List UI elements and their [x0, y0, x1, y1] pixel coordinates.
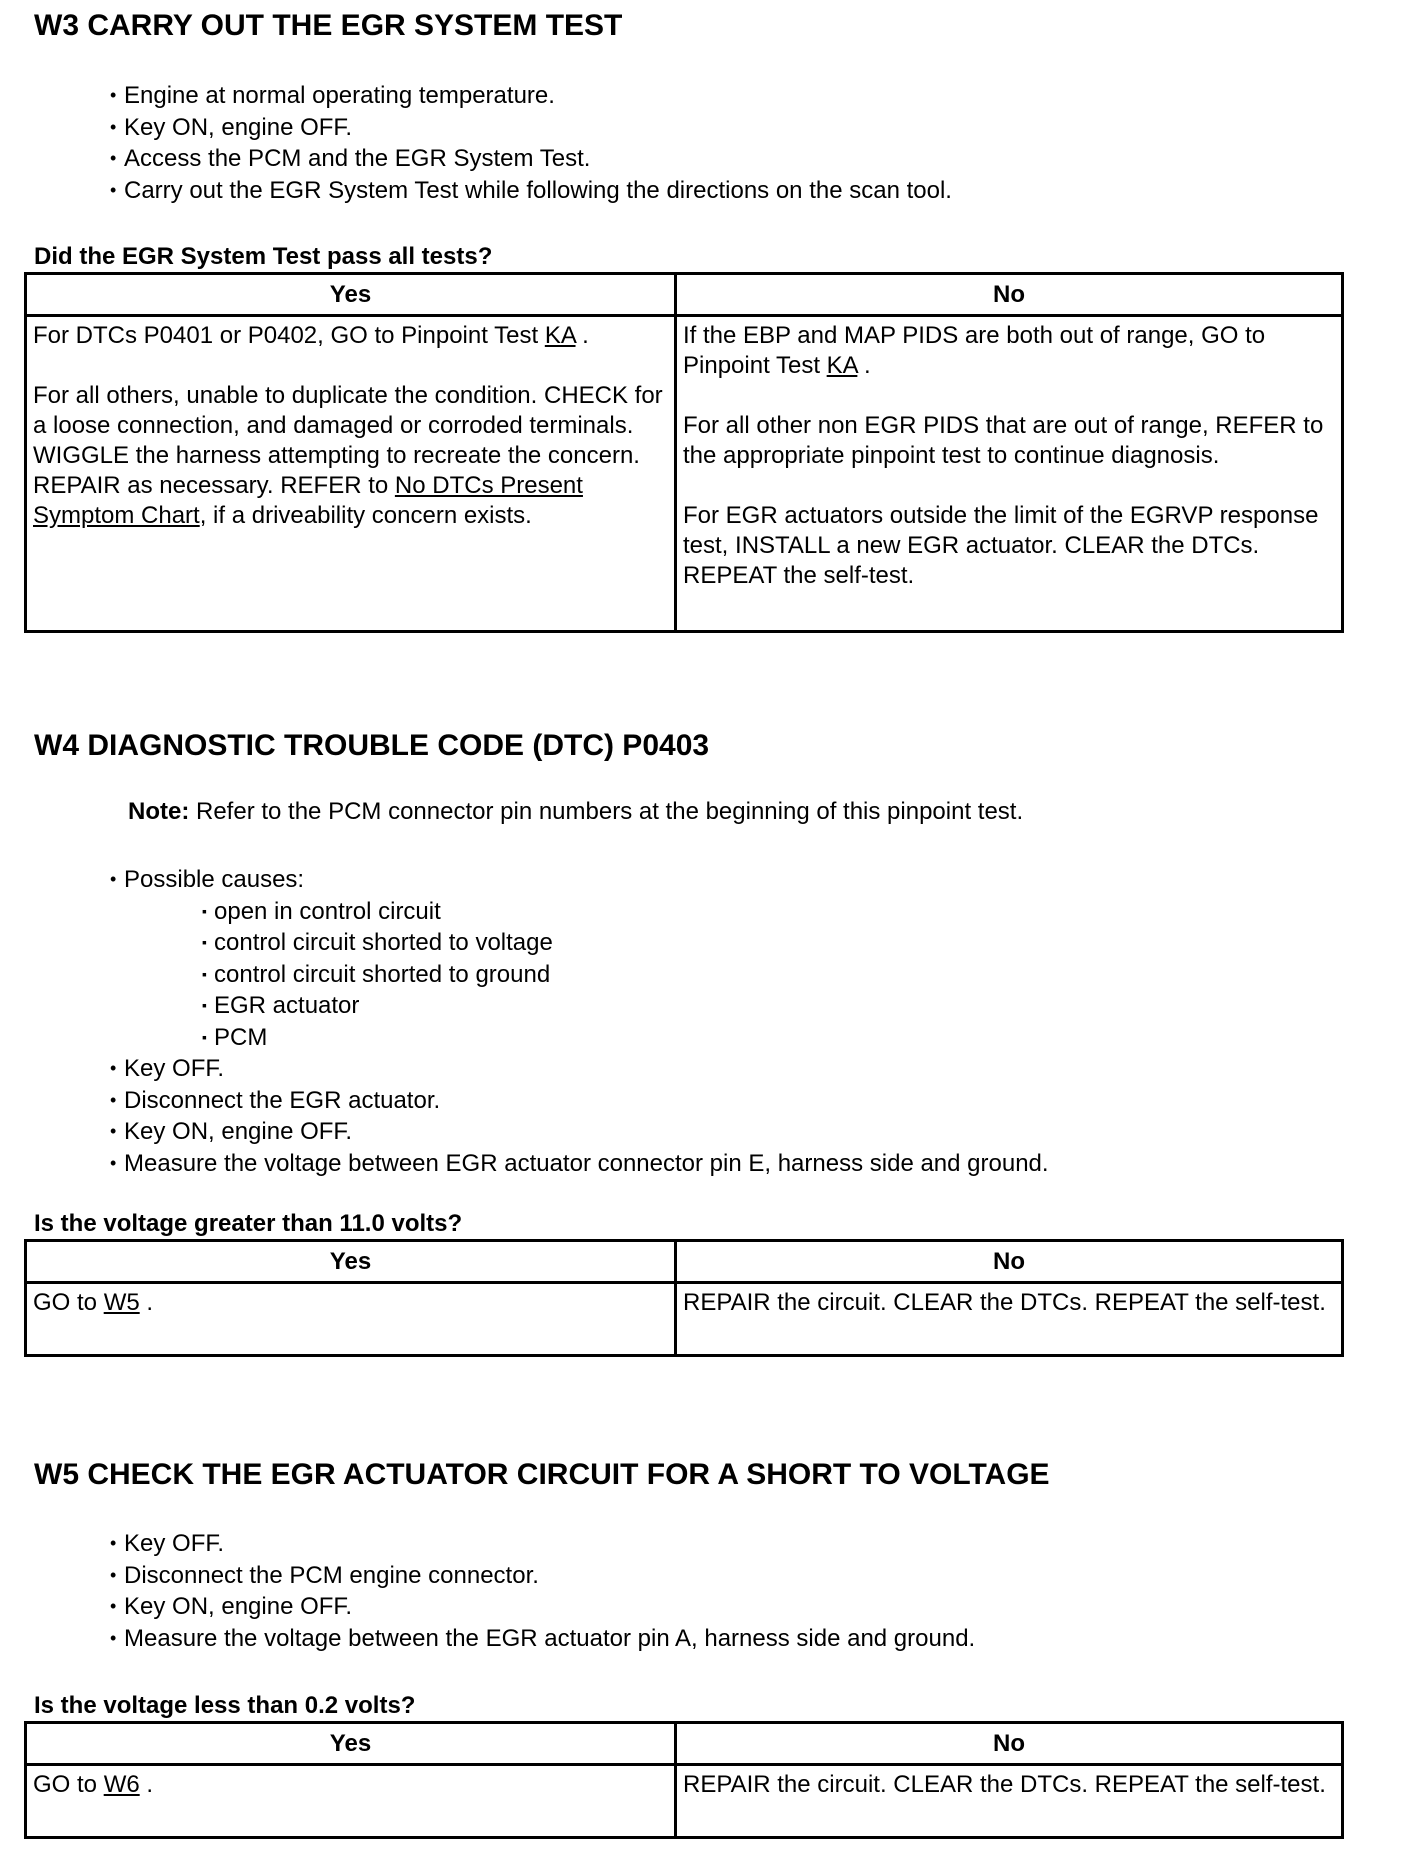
list-item: • Key OFF. [110, 1528, 975, 1560]
bullet-icon: • [110, 1564, 117, 1585]
no-dtcs-symptom-chart-link[interactable]: No DTCs Present Symptom Chart [33, 472, 583, 529]
yes-cell [26, 316, 676, 632]
square-bullet-icon: ▪ [202, 934, 207, 950]
bullet-icon: • [110, 1627, 117, 1648]
bullet-icon: • [110, 179, 117, 200]
bullet-icon: • [110, 85, 117, 105]
list-item: • Measure the voltage between the EGR actuator pin A, harness side and ground. [110, 1623, 975, 1655]
bullet-icon: • [110, 1121, 117, 1141]
list-item: ▪ open in control circuit [110, 896, 1049, 928]
yes-paragraph: GO to W6 . [33, 1771, 154, 1798]
no-paragraph: REPAIR the circuit. CLEAR the DTCs. REPEAT the self-test. [683, 1289, 1326, 1316]
list-item: ▪ control circuit shorted to voltage [110, 927, 1049, 959]
w4-result-table [24, 1239, 1344, 1357]
list-item: ▪ PCM [110, 1022, 1049, 1054]
list-item: • Access the PCM and the EGR System Test. [110, 143, 952, 175]
pinpoint-test-ka-link[interactable]: KA [826, 352, 858, 379]
square-bullet-icon: ▪ [202, 902, 207, 919]
list-item: • Engine at normal operating temperature. [110, 80, 952, 112]
no-column-header: No [676, 1723, 1343, 1765]
no-cell [676, 1765, 1343, 1838]
list-item: • Key OFF. [110, 1053, 1049, 1085]
w4-heading: W4 DIAGNOSTIC TROUBLE CODE (DTC) P0403 [34, 729, 710, 762]
w5-link[interactable]: W5 [103, 1289, 140, 1316]
list-item: ▪ control circuit shorted to ground [110, 959, 1049, 991]
w3-result-table [24, 272, 1344, 633]
yes-column-header: Yes [26, 1723, 676, 1765]
no-paragraph: For EGR actuators outside the limit of the EGRVP response test, INSTALL a new EGR actuator. CLEAR the DTCs. REPEAT the self-test. [683, 502, 1319, 589]
yes-column-header: Yes [26, 1241, 676, 1283]
no-column-header: No [676, 274, 1343, 316]
bullet-icon: • [110, 1058, 117, 1078]
yes-cell [26, 1283, 676, 1356]
bullet-icon: • [110, 1152, 117, 1173]
yes-paragraph: For DTCs P0401 or P0402, GO to Pinpoint Test KA . [33, 322, 589, 349]
list-item: • Disconnect the EGR actuator. [110, 1085, 1049, 1117]
bullet-icon: • [110, 148, 117, 168]
list-item: • Measure the voltage between EGR actuator connector pin E, harness side and ground. [110, 1148, 1049, 1180]
list-item: • Key ON, engine OFF. [110, 1591, 975, 1623]
yes-column-header: Yes [26, 274, 676, 316]
w5-heading: W5 CHECK THE EGR ACTUATOR CIRCUIT FOR A SHORT TO VOLTAGE [34, 1458, 1050, 1491]
yes-paragraph: For all others, unable to duplicate the condition. CHECK for a loose connection, and damaged or corroded terminals. WIGGLE the harness attempting to recreate the concern. REPAIR as necessary. REFER to No DTCs Present Symptom Chart, if a driveability concern exists. [33, 382, 663, 529]
w6-link[interactable]: W6 [103, 1771, 140, 1798]
w3-question: Did the EGR System Test pass all tests? [34, 243, 493, 270]
list-item: • Possible causes: [110, 864, 1049, 896]
list-item: • Disconnect the PCM engine connector. [110, 1560, 975, 1592]
w3-heading: W3 CARRY OUT THE EGR SYSTEM TEST [34, 9, 623, 42]
bullet-icon: • [110, 869, 117, 889]
no-column-header: No [676, 1241, 1343, 1283]
w5-result-table [24, 1721, 1344, 1839]
no-paragraph: For all other non EGR PIDS that are out of range, REFER to the appropriate pinpoint test to continue diagnosis. [683, 412, 1324, 469]
w3-step-list [110, 80, 952, 206]
w4-step-list [110, 864, 1049, 1179]
no-paragraph: If the EBP and MAP PIDS are both out of range, GO to Pinpoint Test KA . [683, 322, 1266, 379]
list-item: • Key ON, engine OFF. [110, 1116, 1049, 1148]
w4-note: Note: Refer to the PCM connector pin numbers at the beginning of this pinpoint test. [128, 798, 1024, 825]
w5-question: Is the voltage less than 0.2 volts? [34, 1692, 416, 1719]
bullet-icon: • [110, 1089, 117, 1110]
pinpoint-test-ka-link[interactable]: KA [544, 322, 576, 349]
square-bullet-icon: ▪ [202, 997, 207, 1013]
list-item: • Key ON, engine OFF. [110, 112, 952, 144]
yes-paragraph: GO to W5 . [33, 1289, 154, 1316]
no-cell [676, 1283, 1343, 1356]
bullet-icon: • [110, 1596, 117, 1616]
w4-question: Is the voltage greater than 11.0 volts? [34, 1210, 463, 1237]
list-item: • Carry out the EGR System Test while following the directions on the scan tool. [110, 175, 952, 207]
no-paragraph: REPAIR the circuit. CLEAR the DTCs. REPEAT the self-test. [683, 1771, 1326, 1798]
no-cell [676, 316, 1343, 632]
list-item: ▪ EGR actuator [110, 990, 1049, 1022]
bullet-icon: • [110, 116, 117, 137]
bullet-icon: • [110, 1533, 117, 1553]
square-bullet-icon: ▪ [202, 1028, 207, 1045]
w5-step-list [110, 1528, 975, 1654]
yes-cell [26, 1765, 676, 1838]
square-bullet-icon: ▪ [202, 965, 207, 982]
